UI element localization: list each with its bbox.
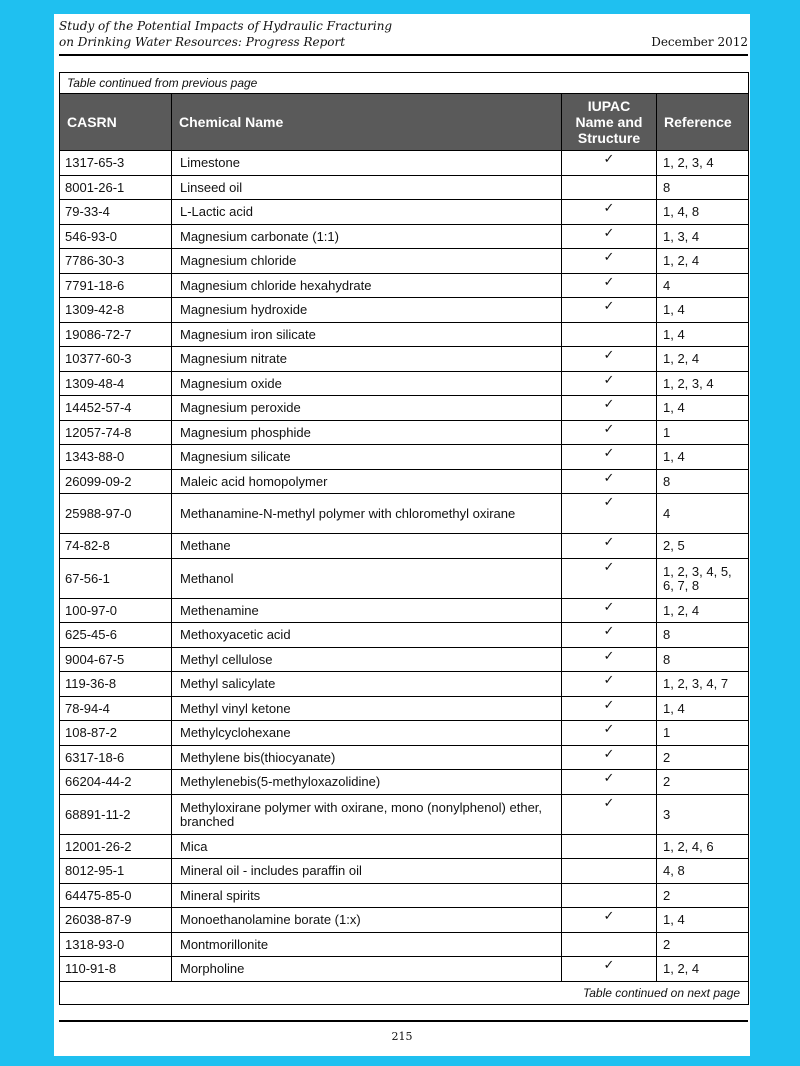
casrn-cell: 546-93-0 [60,224,172,249]
iupac-check-cell: ✓ [562,224,657,249]
iupac-check-cell [562,834,657,859]
table-row [60,273,749,298]
iupac-check-cell: ✓ [562,347,657,372]
casrn-cell: 79-33-4 [60,200,172,225]
casrn-cell: 74-82-8 [60,534,172,559]
report-date: December 2012 [651,35,748,49]
column-header-iupac-line-1: IUPAC [587,98,631,114]
iupac-check-cell: ✓ [562,534,657,559]
reference-cell: 1, 2, 4 [657,249,749,274]
table-row [60,445,749,470]
table-row [60,932,749,957]
casrn-cell: 19086-72-7 [60,322,172,347]
reference-cell: 3 [657,794,749,834]
reference-cell: 1 [657,420,749,445]
chemical-name-cell: Methanamine-N-methyl polymer with chloromethyl oxirane [172,494,562,534]
chemical-name-cell: Mineral oil - includes paraffin oil [172,859,562,884]
casrn-cell: 1318-93-0 [60,932,172,957]
iupac-check-cell: ✓ [562,957,657,982]
chemical-name-cell: Magnesium chloride [172,249,562,274]
table-row [60,883,749,908]
casrn-cell: 9004-67-5 [60,647,172,672]
reference-cell: 2, 5 [657,534,749,559]
casrn-cell: 100-97-0 [60,598,172,623]
table-row [60,298,749,323]
chemical-name-cell: Methanol [172,558,562,598]
reference-cell: 1, 2, 4, 6 [657,834,749,859]
iupac-check-cell: ✓ [562,647,657,672]
table-row [60,598,749,623]
reference-cell: 1, 2, 3, 4 [657,371,749,396]
casrn-cell: 7791-18-6 [60,273,172,298]
casrn-cell: 625-45-6 [60,623,172,648]
column-header-iupac-line-3: Structure [577,130,641,146]
reference-cell: 1, 4 [657,396,749,421]
report-title [59,18,392,50]
casrn-cell: 110-91-8 [60,957,172,982]
casrn-cell: 78-94-4 [60,696,172,721]
reference-cell: 1, 2, 3, 4 [657,151,749,176]
chemical-name-cell: Methoxyacetic acid [172,623,562,648]
document-page [54,14,750,1056]
chemical-name-cell: Magnesium phosphide [172,420,562,445]
table-row [60,558,749,598]
chemical-name-cell: Methenamine [172,598,562,623]
iupac-check-cell [562,175,657,200]
table-row [60,859,749,884]
iupac-check-cell [562,859,657,884]
chemical-name-cell: Methane [172,534,562,559]
reference-cell: 2 [657,745,749,770]
chemical-name-cell: Magnesium carbonate (1:1) [172,224,562,249]
iupac-check-cell: ✓ [562,273,657,298]
reference-cell: 1, 4 [657,445,749,470]
reference-cell: 4, 8 [657,859,749,884]
chemical-name-cell: Methyl cellulose [172,647,562,672]
casrn-cell: 66204-44-2 [60,770,172,795]
table-row [60,534,749,559]
iupac-check-cell: ✓ [562,908,657,933]
casrn-cell: 26038-87-9 [60,908,172,933]
table-row [60,647,749,672]
iupac-check-cell: ✓ [562,396,657,421]
reference-cell: 1, 4, 8 [657,200,749,225]
table-row [60,151,749,176]
table-row [60,770,749,795]
table-row [60,200,749,225]
reference-cell: 1, 3, 4 [657,224,749,249]
table-row [60,469,749,494]
chemical-name-cell: Methylene bis(thiocyanate) [172,745,562,770]
casrn-cell: 1317-65-3 [60,151,172,176]
casrn-cell: 64475-85-0 [60,883,172,908]
chemical-name-cell: Morpholine [172,957,562,982]
reference-cell: 8 [657,469,749,494]
table-row [60,396,749,421]
chemical-name-cell: Montmorillonite [172,932,562,957]
report-title-line-2: on Drinking Water Resources: Progress Report [59,35,346,49]
chemical-name-cell: L-Lactic acid [172,200,562,225]
reference-cell: 2 [657,883,749,908]
table-row [60,347,749,372]
report-title-line-1: Study of the Potential Impacts of Hydraulic Fracturing [59,19,393,33]
reference-cell: 4 [657,273,749,298]
iupac-check-cell: ✓ [562,794,657,834]
table-body [60,151,749,982]
column-header-chemical-name: Chemical Name [172,94,562,151]
iupac-check-cell: ✓ [562,420,657,445]
casrn-cell: 1343-88-0 [60,445,172,470]
chemical-name-cell: Methylcyclohexane [172,721,562,746]
iupac-check-cell: ✓ [562,696,657,721]
reference-cell: 1, 2, 3, 4, 5, 6, 7, 8 [657,558,749,598]
table-row [60,745,749,770]
iupac-check-cell: ✓ [562,298,657,323]
table-continued-next-note: Table continued on next page [60,981,749,1004]
iupac-check-cell: ✓ [562,672,657,697]
page-number: 215 [391,1030,413,1043]
reference-cell: 8 [657,623,749,648]
casrn-cell: 14452-57-4 [60,396,172,421]
chemical-name-cell: Mineral spirits [172,883,562,908]
table-row [60,696,749,721]
iupac-check-cell [562,883,657,908]
chemical-name-cell: Monoethanolamine borate (1:x) [172,908,562,933]
reference-cell: 1, 2, 4 [657,598,749,623]
iupac-check-cell: ✓ [562,445,657,470]
reference-cell: 1, 4 [657,908,749,933]
chemical-name-cell: Magnesium oxide [172,371,562,396]
chemical-table [59,72,749,1005]
iupac-check-cell: ✓ [562,469,657,494]
casrn-cell: 25988-97-0 [60,494,172,534]
reference-cell: 4 [657,494,749,534]
casrn-cell: 1309-42-8 [60,298,172,323]
reference-cell: 8 [657,647,749,672]
chemical-name-cell: Magnesium peroxide [172,396,562,421]
reference-cell: 1, 4 [657,298,749,323]
iupac-check-cell: ✓ [562,249,657,274]
reference-cell: 1, 2, 4 [657,957,749,982]
table-row [60,371,749,396]
table-row [60,794,749,834]
table-row [60,623,749,648]
casrn-cell: 12001-26-2 [60,834,172,859]
table-continued-from-row [60,73,749,94]
table-continued-from-note: Table continued from previous page [60,73,749,94]
chemical-name-cell: Maleic acid homopolymer [172,469,562,494]
reference-cell: 2 [657,932,749,957]
table-row [60,672,749,697]
table-header-row [60,94,749,151]
chemical-name-cell: Limestone [172,151,562,176]
casrn-cell: 10377-60-3 [60,347,172,372]
table-row [60,175,749,200]
chemical-name-cell: Methyl vinyl ketone [172,696,562,721]
casrn-cell: 7786-30-3 [60,249,172,274]
iupac-check-cell: ✓ [562,200,657,225]
column-header-iupac [562,94,657,151]
reference-cell: 8 [657,175,749,200]
column-header-casrn: CASRN [60,94,172,151]
iupac-check-cell: ✓ [562,371,657,396]
casrn-cell: 8012-95-1 [60,859,172,884]
casrn-cell: 108-87-2 [60,721,172,746]
iupac-check-cell: ✓ [562,598,657,623]
casrn-cell: 26099-09-2 [60,469,172,494]
table-row [60,721,749,746]
casrn-cell: 68891-11-2 [60,794,172,834]
reference-cell: 1, 2, 3, 4, 7 [657,672,749,697]
table-continued-next-row [60,981,749,1004]
chemical-name-cell: Methyloxirane polymer with oxirane, mono (nonylphenol) ether, branched [172,794,562,834]
chemical-name-cell: Magnesium hydroxide [172,298,562,323]
table-row [60,322,749,347]
casrn-cell: 8001-26-1 [60,175,172,200]
table-row [60,957,749,982]
iupac-check-cell [562,322,657,347]
casrn-cell: 119-36-8 [60,672,172,697]
table-row [60,224,749,249]
reference-cell: 1 [657,721,749,746]
iupac-check-cell: ✓ [562,558,657,598]
table-row [60,420,749,445]
chemical-name-cell: Linseed oil [172,175,562,200]
footer-divider [59,1020,748,1022]
casrn-cell: 6317-18-6 [60,745,172,770]
iupac-check-cell: ✓ [562,623,657,648]
reference-cell: 1, 4 [657,322,749,347]
iupac-check-cell: ✓ [562,494,657,534]
table-row [60,249,749,274]
reference-cell: 1, 4 [657,696,749,721]
chemical-name-cell: Methyl salicylate [172,672,562,697]
iupac-check-cell: ✓ [562,745,657,770]
table-row [60,908,749,933]
iupac-check-cell [562,932,657,957]
table-row [60,494,749,534]
iupac-check-cell: ✓ [562,770,657,795]
chemical-name-cell: Magnesium silicate [172,445,562,470]
iupac-check-cell: ✓ [562,151,657,176]
chemical-name-cell: Mica [172,834,562,859]
casrn-cell: 12057-74-8 [60,420,172,445]
reference-cell: 2 [657,770,749,795]
chemical-name-cell: Methylenebis(5-methyloxazolidine) [172,770,562,795]
chemical-name-cell: Magnesium chloride hexahydrate [172,273,562,298]
column-header-reference: Reference [657,94,749,151]
column-header-iupac-line-2: Name and [575,114,643,130]
chemical-name-cell: Magnesium nitrate [172,347,562,372]
header-divider [59,54,748,56]
casrn-cell: 1309-48-4 [60,371,172,396]
chemical-name-cell: Magnesium iron silicate [172,322,562,347]
reference-cell: 1, 2, 4 [657,347,749,372]
table-row [60,834,749,859]
iupac-check-cell: ✓ [562,721,657,746]
casrn-cell: 67-56-1 [60,558,172,598]
